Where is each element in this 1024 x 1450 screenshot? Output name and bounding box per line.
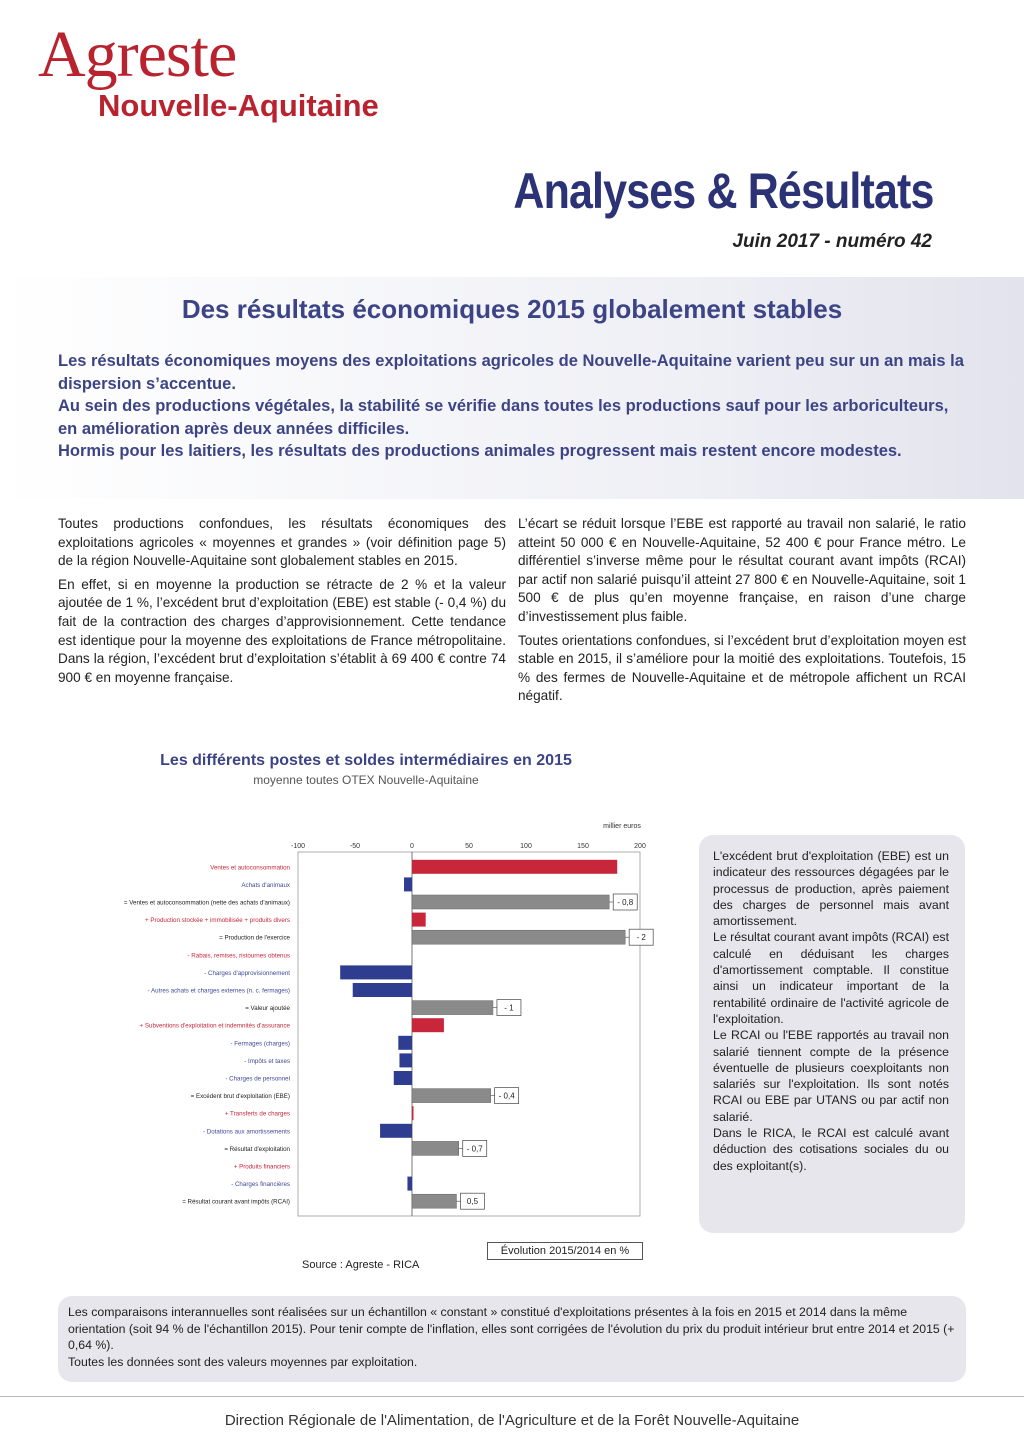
chart-subtitle: moyenne toutes OTEX Nouvelle-Aquitaine (253, 773, 479, 787)
bar (412, 1089, 491, 1103)
x-tick-label: 200 (634, 843, 646, 850)
category-label: = Résultat courant avant impôts (RCAI) (182, 1198, 290, 1206)
body-column-left (58, 515, 506, 692)
category-label: + Subventions d'exploitation et indemnités d'assurance (139, 1022, 290, 1030)
category-label: = Valeur ajoutée (245, 1005, 290, 1013)
x-tick-label: 0 (410, 843, 414, 850)
chart-legend: Évolution 2015/2014 en % (487, 1242, 643, 1260)
evolution-label: 0,5 (466, 1197, 479, 1207)
body-paragraph: Toutes orientations confondues, si l’excédent brut d’exploitation moyen est stable en 2015, il s’améliore pour la moitié des exploitations. Toutefois, 15 % des fermes de Nouvelle-Aquitaine et de métropole affichent un RCAI négatif. (518, 632, 966, 704)
bar (412, 1018, 444, 1032)
definition-paragraph: Dans le RICA, le RCAI est calculé avant déduction des cotisations sociales du ou des exploitant(s). (713, 1126, 949, 1173)
chart-unit-label: millier euros (603, 823, 641, 830)
category-label: - Autres achats et charges externes (n. c. fermages) (147, 987, 290, 995)
bar (412, 860, 617, 874)
category-label: - Dotations aux amortissements (202, 1128, 290, 1136)
category-label: - Rabais, remises, ristournes obtenus (187, 952, 290, 960)
body-column-right (518, 515, 966, 711)
bar (412, 930, 625, 944)
category-label: = Résultat d'exploitation (224, 1145, 290, 1153)
category-label: + Produits financiers (233, 1163, 290, 1171)
lead-paragraph: Hormis pour les laitiers, les résultats des productions animales progressent mais restent encore modestes. (58, 442, 902, 460)
note-paragraph: Les comparaisons interannuelles sont réalisées sur un échantillon « constant » constitué d'exploitations présentes à la fois en 2015 et 2014 dans la même orientation (soit 94 % de l'échantillon 2015). Pour tenir compte de l'inflation, elles sont corrigées de l'évolution du prix du produit intérieur brut entre 2014 et 2015 (+ 0,64 %). (68, 1305, 955, 1352)
category-label: Ventes et autoconsommation (210, 864, 290, 872)
bar (404, 877, 412, 891)
evolution-label: - 1 (504, 1003, 514, 1013)
body-paragraph: En effet, si en moyenne la production se rétracte de 2 % et la valeur ajoutée de 1 %, l’excédent brut d’exploitation (EBE) est stable (- 0,4 %) du fait de la contraction des charges d’approvisionnement. Cette tendance est identique pour la moyenne des exploitations de France métropolitaine. Dans la région, l’excédent brut d’exploitation s’établit à 69 400 € contre 74 900 € en moyenne française. (58, 576, 506, 685)
bar (394, 1071, 412, 1085)
evolution-label: - 0,8 (617, 898, 634, 907)
logo-region: Nouvelle-Aquitaine (98, 88, 379, 123)
x-tick-label: 150 (577, 843, 589, 850)
logo-wordmark: Agreste (38, 18, 237, 91)
bar (340, 965, 412, 979)
bar (412, 895, 609, 909)
note-paragraph: Toutes les données sont des valeurs moyennes par exploitation. (68, 1354, 418, 1369)
category-label: - Charges de personnel (225, 1075, 290, 1083)
category-label: + Transferts de charges (224, 1110, 290, 1118)
evolution-label: - 2 (636, 933, 646, 943)
series-title: Analyses & Résultats (513, 163, 934, 219)
body-paragraph: L’écart se réduit lorsque l’EBE est rapporté au travail non salarié, le ratio atteint 50 000 € en Nouvelle-Aquitaine, 52 400 € pour France métro. Le différentiel s’inverse même pour le résultat courant avant impôts (RCAI) par actif non salarié puisqu’il atteint 27 800 € en Nouvelle-Aquitaine, soit 1 500 € de plus qu’en moyenne française, en raison d’une charge d’investissement plus faible. (518, 516, 966, 624)
page-title: Des résultats économiques 2015 globalement stables (181, 294, 843, 324)
footer-text: Direction Régionale de l'Alimentation, de l'Agriculture et de la Forêt Nouvelle-Aquitaine (224, 1412, 800, 1429)
x-tick-label: 50 (465, 843, 473, 850)
evolution-label: - 0,4 (498, 1091, 515, 1101)
bar (407, 1177, 412, 1191)
lead-paragraph: Au sein des productions végétales, la stabilité se vérifie dans toutes les productions sauf pour les arboriculteurs, en amélioration après deux années difficiles. (58, 397, 949, 438)
category-label: = Production de l'exercice (219, 934, 290, 942)
bar (380, 1124, 412, 1138)
category-label: = Excédent brut d'exploitation (EBE) (190, 1093, 290, 1101)
bar (399, 1053, 412, 1067)
bar (412, 1106, 414, 1120)
bar (412, 1001, 493, 1015)
definition-paragraph: Le RCAI ou l'EBE rapportés au travail non salarié tiennent compte de la présence éventuelle de plusieurs coexploitants non salariés sur l'exploitation. Ils sont notés RCAI ou EBE par UTANS ou par actif non salarié. (713, 1028, 949, 1124)
category-label: - Impôts et taxes (244, 1057, 290, 1065)
x-tick-label: -100 (290, 843, 306, 850)
lead-summary (58, 350, 970, 463)
chart-title: Les différents postes et soldes intermédiaires en 2015 (160, 752, 572, 769)
chart-source: Source : Agreste - RICA (302, 1259, 420, 1271)
bar (412, 1141, 459, 1155)
methodology-note (58, 1296, 966, 1382)
bar (398, 1036, 412, 1050)
evolution-label: - 0,7 (466, 1144, 483, 1154)
x-tick-label: -50 (349, 843, 361, 850)
agreste-logo (38, 18, 379, 123)
definition-paragraph: L'excédent brut d'exploitation (EBE) est un indicateur des ressources dégagées par le processus de production, après paiement des charges de personnel mais avant amortissement. (713, 849, 949, 929)
category-label: + Production stockée + immobilisée + produits divers (145, 917, 290, 925)
issue-date: Juin 2017 - numéro 42 (732, 231, 932, 252)
waterfall-chart (60, 812, 670, 1232)
definition-paragraph: Le résultat courant avant impôts (RCAI) est calculé en déduisant les charges d'amortissement comptable. Il constitue ainsi un indicateur important de la rentabilité ordinaire de l'activité agricole de l'exploitation. (713, 930, 949, 1026)
bar (353, 983, 412, 997)
definitions-box (699, 835, 965, 1233)
category-label: - Charges d'approvisionnement (204, 969, 290, 977)
footer-divider (0, 1396, 1024, 1397)
bar (412, 913, 426, 927)
category-label: = Ventes et autoconsommation (nette des achats d'animaux) (123, 899, 290, 907)
x-tick-label: 100 (520, 843, 532, 850)
body-paragraph: Toutes productions confondues, les résultats économiques des exploitations agricoles « moyennes et grandes » (voir définition page 5) de la région Nouvelle-Aquitaine sont globalement stables en 2015. (58, 516, 506, 569)
category-label: - Charges financières (231, 1181, 290, 1189)
category-label: - Fermages (charges) (230, 1040, 290, 1048)
category-label: Achats d'animaux (241, 881, 290, 889)
lead-paragraph: Les résultats économiques moyens des exploitations agricoles de Nouvelle-Aquitaine varient peu sur un an mais la dispersion s’accentue. (58, 352, 964, 393)
bar (412, 1194, 456, 1208)
